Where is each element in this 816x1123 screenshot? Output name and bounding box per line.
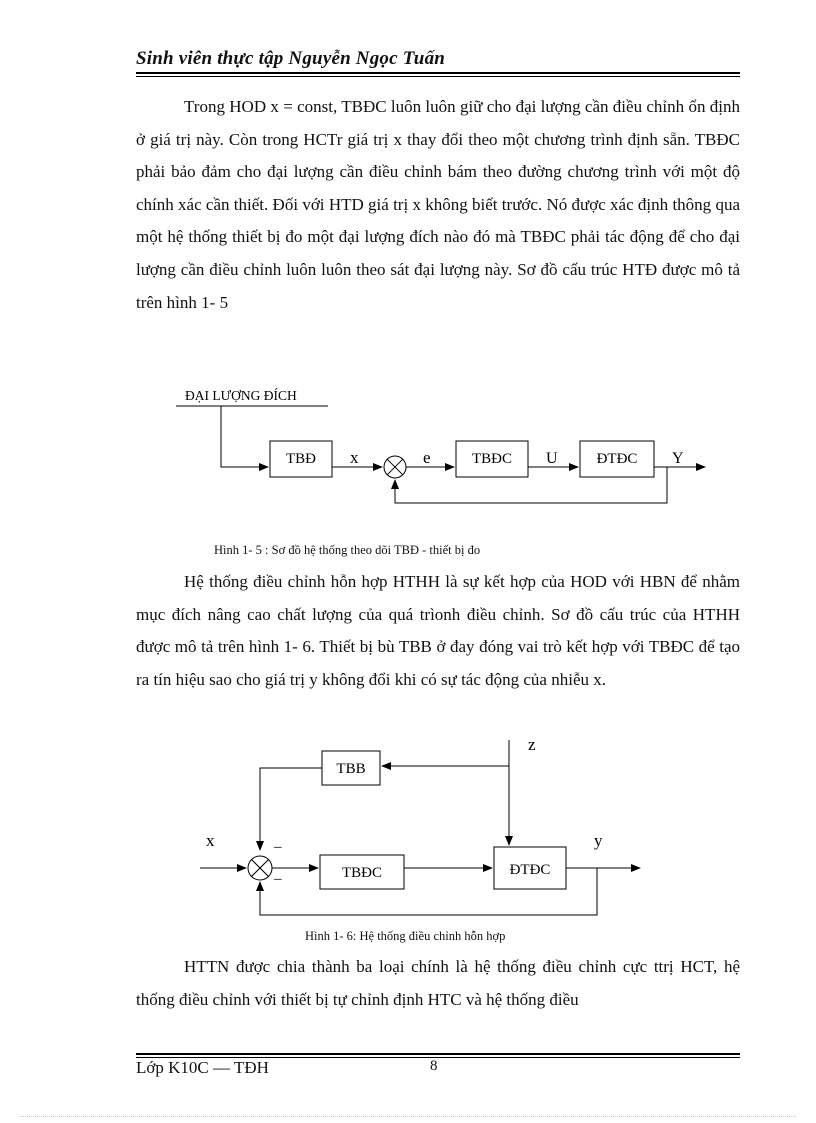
header-rule-top (136, 72, 740, 74)
footer-rule-top (136, 1053, 740, 1055)
signal-x-label: x (350, 448, 359, 467)
signal-u-label: U (546, 450, 558, 467)
disturbance-z-label: z (528, 735, 536, 754)
figure-1-6-caption: Hình 1- 6: Hệ thống điều chỉnh hỗn hợp (305, 929, 506, 943)
block-dtdc-label: ĐTĐC (596, 451, 638, 467)
header-rule-bottom (136, 76, 740, 77)
input-label-dai-luong-dich: ĐẠI LƯỢNG ĐÍCH (185, 388, 297, 403)
footer-class-label: Lớp K10C — TĐH (136, 1058, 269, 1077)
paragraph-httn: HTTN được chia thành ba loại chính là hệ thống điều chỉnh cực ttrị HCT, hệ thống điều chỉnh với thiết bị tự chỉnh định HTC và hệ thống điều (136, 957, 740, 1009)
page-header-title: Sinh viên thực tập Nguyễn Ngọc Tuấn (136, 48, 446, 69)
input-line (221, 406, 268, 467)
output-y-label: y (594, 831, 603, 850)
figure-1-6-diagram (0, 728, 816, 928)
summing-junction (384, 456, 406, 478)
signal-y-label: Y (672, 450, 684, 467)
block-dtdc-2-label: ĐTĐC (509, 862, 551, 878)
block-tbd-label: TBĐ (286, 451, 316, 467)
block-tbb-label: TBB (336, 761, 366, 777)
figure-1-5-caption: Hình 1- 5 : Sơ đồ hệ thống theo dõi TBĐ - thiết bị đo (214, 543, 481, 557)
minus-sign-bottom: _ (274, 866, 282, 882)
tbb-to-junction-line (260, 768, 322, 850)
summing-junction-2 (248, 856, 272, 880)
bottom-dotted-line (20, 1116, 796, 1117)
figure-1-5-diagram (0, 380, 816, 520)
footer-page-number: 8 (430, 1058, 438, 1074)
signal-e-label: e (423, 448, 431, 467)
input-x-label: x (206, 831, 215, 850)
paragraph-hthh: Hệ thống điều chỉnh hỗn hợp HTHH là sự kết hợp của HOD với HBN để nhằm mục đích nâng cao chất lượng của quá trìonh điều chỉnh. Sơ đồ cấu trúc của HTHH được mô tả trên hình 1- 6. Thiết bị bù TBB ở đay đóng vai trò kết hợp với TBĐC để tạo ra tín hiệu sao cho giá trị y không đổi khi có sự tác động của nhiễu x. (136, 572, 740, 689)
paragraph-htd: Trong HOD x = const, TBĐC luôn luôn giữ cho đại lượng cần điều chỉnh ổn định ở giá trị này. Còn trong HCTr giá trị x thay đổi theo một chương trình định sẵn. TBĐC phải bảo đảm cho đại lượng cần điều chỉnh bám theo đường chương trình với một độ chính xác cần thiết. Đối với HTD giá trị x không biết trước. Nó được xác định thông qua một hệ thống thiết bị đo một đại lượng đích nào đó mà TBĐC phải tác động để cho đại lượng cần điều chỉnh luôn luôn theo sát đại lượng này. Sơ đồ cấu trúc HTĐ được mô tả trên hình 1- 5 (136, 97, 740, 312)
block-tbdc-label: TBĐC (471, 451, 513, 467)
minus-sign-top: _ (274, 834, 282, 850)
block-tbdc-2-label: TBĐC (341, 865, 383, 881)
